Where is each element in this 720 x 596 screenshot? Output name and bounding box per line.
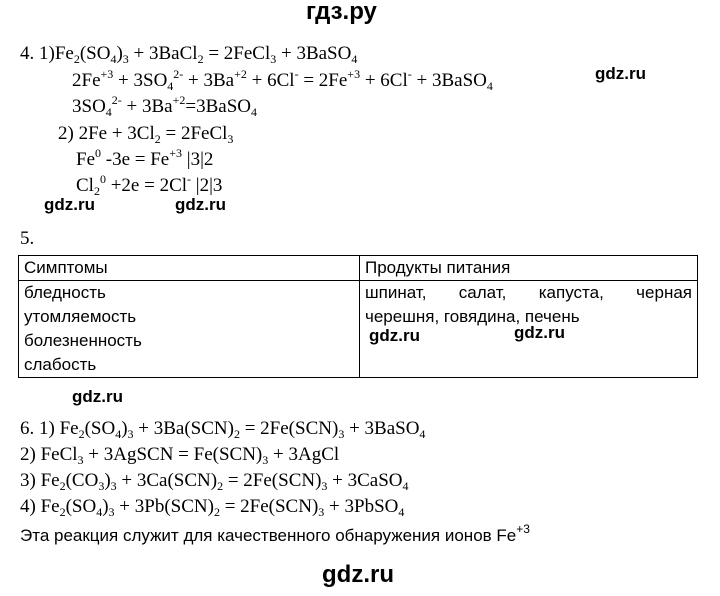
watermark: gdz.ru [72, 387, 123, 406]
task6-note: Эта реакция служит для качественного обнаружения ионов $Fe^{+3}$ [20, 522, 530, 545]
foods-line-1 [365, 281, 692, 305]
watermark: gdz.ru [44, 195, 95, 214]
task4-line-5: Fe$^0$ $-3e = Fe^{+3}$ |3|2 [76, 146, 214, 170]
food-item: капуста, [538, 283, 604, 302]
header-symptoms: Симптомы [19, 256, 360, 281]
task4-line-1: 4. $1)Fe_2(SO_4)_3$ + 3BaCl$_2$ = 2FeCl$_3$ + 3BaSO$_4$ [20, 43, 358, 66]
food-item: салат, [458, 283, 507, 302]
watermark-bottom: gdz.ru [322, 561, 394, 588]
table-row [19, 281, 698, 378]
food-item: черная [636, 283, 692, 302]
symptoms-cell [19, 281, 360, 378]
task4-number: 4. 1) [20, 43, 55, 64]
watermark-top: гдз.ру [306, 0, 377, 25]
foods-line-2: черешня, говядина, печень [365, 307, 580, 326]
task4-line-6: $Cl_2^0 +2e = 2Cl^-$ |2|3 [76, 172, 223, 198]
foods-cell [360, 281, 698, 378]
task6-line-3: 3) $Fe_2(CO_3)_3 + 3Ca(SCN)_2 = 2Fe(SCN)_3$ + 3CaSO$_4$ [20, 470, 409, 493]
watermark: gdz.ru [514, 323, 565, 342]
symptom-item: бледность [24, 283, 106, 302]
watermark: gdz.ru [175, 195, 226, 214]
task4-line-4: 2) $2Fe + 3Cl_2$ = 2FeCl$_3$ [58, 123, 234, 146]
task6-line-1: 6. 1) $Fe_2(SO_4)_3 + 3Ba(SCN)_2 = 2Fe(SCN)_3$ + 3BaSO$_4$ [20, 418, 426, 441]
task5-number: 5. [20, 228, 35, 249]
symptom-item: слабость [24, 355, 97, 374]
task6-line-4: 4) $Fe_2(SO_4)_3 + 3Pb(SCN)_2 = 2Fe(SCN)_3$ + 3PbSO$_4$ [20, 496, 405, 519]
watermark: gdz.ru [369, 326, 420, 345]
task6-line-2: 2) FeCl$_3$ + 3AgSCN = $Fe(SCN)_3$ + 3AgCl [20, 444, 340, 467]
symptom-item: утомляемость [24, 307, 137, 326]
table-header-row [19, 256, 698, 281]
watermark: gdz.ru [595, 64, 646, 83]
task4-line-3: $3SO_4^{2-}$ + $3Ba^{+2}=3BaSO_4$ [72, 93, 258, 119]
header-foods: Продукты питания [360, 256, 698, 281]
task4-line-2: $2Fe^{+3} + 3SO_4^{2-} + 3Ba^{+2} + 6Cl^- = 2Fe^{+3} + 6Cl^-$ + 3BaSO$_4$ [72, 67, 493, 93]
symptom-item: болезненность [24, 331, 142, 350]
food-item: шпинат, [365, 283, 427, 302]
symptoms-table [18, 255, 698, 378]
